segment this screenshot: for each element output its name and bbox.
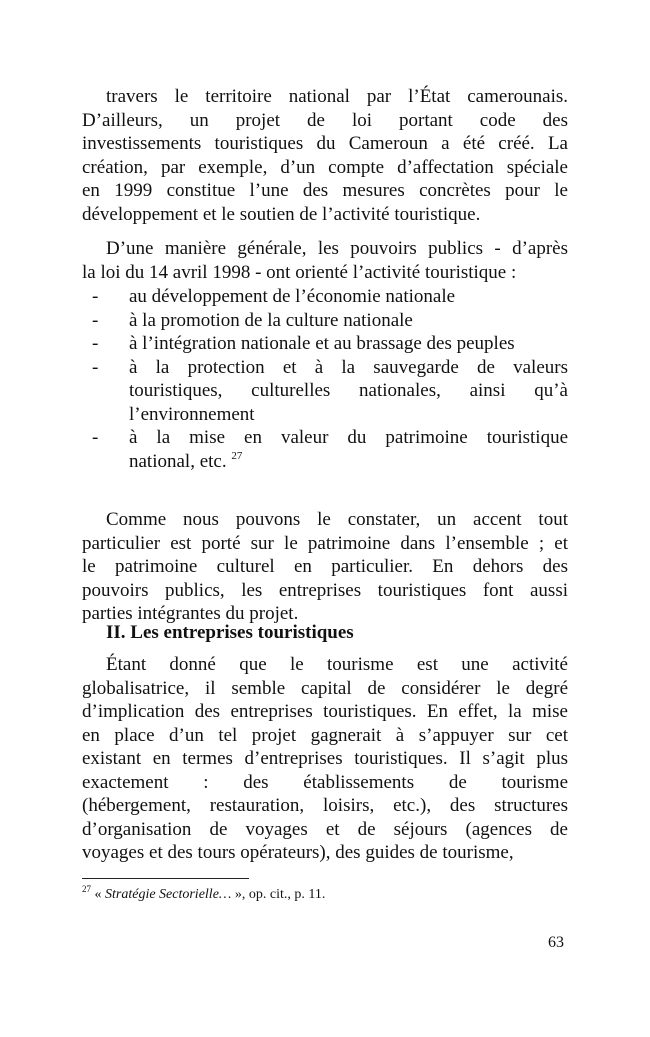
list-dash: -: [92, 286, 99, 307]
text-line: exactement : des établissements de tourisme: [82, 771, 568, 793]
list-item: [82, 426, 568, 473]
section-heading: II. Les entreprises touristiques: [106, 622, 354, 643]
text-line: D’une manière générale, les pouvoirs publics - d’après: [106, 238, 568, 259]
text-line: travers le territoire national par l’État camerounais.: [106, 86, 568, 107]
text-line: en 1999 constitue l’une des mesures concrètes pour le: [82, 180, 568, 201]
page-number: 63: [548, 934, 564, 951]
footnote-title: Stratégie Sectorielle…: [105, 887, 232, 902]
text-line: touristiques, culturelles nationales, ainsi qu’à: [129, 380, 568, 401]
text-line: au développement de l’économie nationale: [129, 286, 456, 307]
paragraph-3: [82, 508, 568, 626]
footnote-reference: 27: [231, 449, 243, 462]
text-line: existant en termes d’entreprises touristiques. Il s’agit plus: [82, 748, 568, 769]
list-item: [82, 356, 568, 427]
text-line: pouvoirs publics, les entreprises touristiques font aussi: [82, 579, 568, 601]
list-dash: -: [92, 356, 99, 378]
text-line: à l’intégration nationale et au brassage des peuples: [129, 333, 515, 354]
paragraph-4: [82, 653, 568, 865]
footnote-number: 27: [82, 884, 91, 894]
text-line: création, par exemple, d’un compte d’affectation spéciale: [82, 156, 568, 178]
bullet-list: [82, 285, 568, 473]
footnote-citation: », op. cit., p. 11.: [231, 887, 326, 902]
text-line: d’implication des entreprises touristiques. En effet, la mise: [82, 701, 568, 722]
text-line: développement et le soutien de l’activité touristique.: [82, 203, 481, 225]
list-item: [82, 309, 568, 333]
paragraph-1: [82, 85, 568, 226]
list-item: [82, 332, 568, 356]
text-line: Comme nous pouvons le constater, un accent tout: [106, 509, 568, 530]
text-line: à la promotion de la culture nationale: [129, 309, 413, 331]
text-line: voyages et des tours opérateurs), des guides de tourisme,: [82, 842, 514, 863]
list-dash: -: [92, 333, 99, 354]
text-line: national, etc. $^{27}$: [129, 449, 243, 472]
text-line: l’environnement: [129, 403, 255, 425]
list-dash: -: [92, 309, 99, 331]
text-line: investissements touristiques du Cameroun a été créé. La: [82, 133, 568, 154]
text-line: particulier est porté sur le patrimoine dans l’ensemble ; et: [82, 532, 568, 554]
text-line: globalisatrice, il semble capital de considérer le degré: [82, 677, 568, 699]
text-line: à la protection et à la sauvegarde de valeurs: [129, 356, 568, 378]
text-line: en place d’un tel projet gagnerait à s’appuyer sur cet: [82, 724, 568, 746]
text-line: d’organisation de voyages et de séjours (agences de: [82, 818, 568, 840]
list-dash: -: [92, 427, 99, 448]
footnote-open-quote: «: [94, 887, 105, 902]
paragraph-2: [82, 237, 568, 284]
footnote-separator: [82, 878, 249, 879]
text-line: (hébergement, restauration, loisirs, etc.), des structures: [82, 795, 568, 816]
text-line: le patrimoine culturel en particulier. En dehors des: [82, 556, 568, 577]
footnote: [82, 884, 326, 903]
text-line: parties intégrantes du projet.: [82, 603, 299, 624]
text-line: la loi du 14 avril 1998 - ont orienté l’activité touristique :: [82, 261, 517, 283]
text-line: à la mise en valeur du patrimoine touristique: [129, 427, 568, 448]
text-line: Étant donné que le tourisme est une activité: [106, 654, 568, 675]
text-line: D’ailleurs, un projet de loi portant code des: [82, 109, 568, 131]
list-item: [82, 285, 568, 309]
